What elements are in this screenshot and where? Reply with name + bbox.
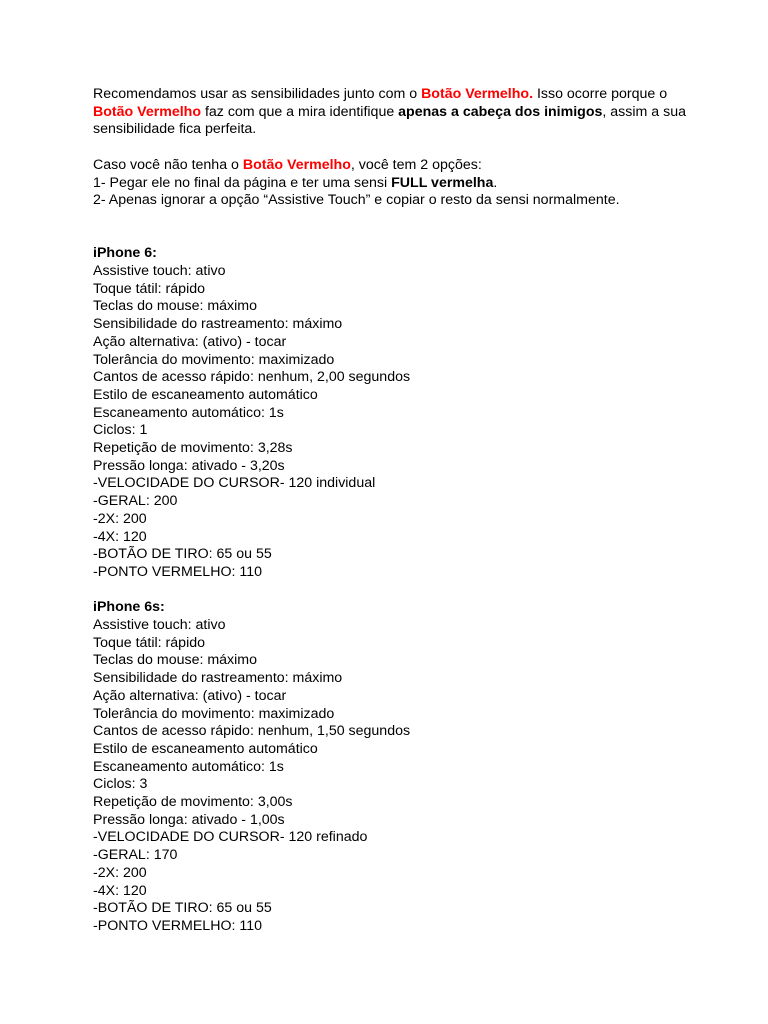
- red-button-highlight: Botão Vermelho: [93, 103, 202, 120]
- setting-line: -GERAL: 170: [93, 847, 178, 864]
- option-1: [93, 175, 693, 193]
- setting-line: Sensibilidade do rastreamento: máximo: [93, 316, 343, 333]
- options-paragraph: [93, 157, 693, 175]
- option-1-bold: FULL vermelha: [391, 174, 494, 191]
- option-2: 2- Apenas ignorar a opção “Assistive Touch” e copiar o resto da sensi normalmente.: [93, 192, 620, 209]
- setting-line: Repetição de movimento: 3,28s: [93, 440, 293, 457]
- intro-text-3: faz com que a mira identifique: [201, 103, 399, 120]
- setting-line: Ação alternativa: (ativo) - tocar: [93, 687, 287, 704]
- setting-line: Toque tátil: rápido: [93, 634, 205, 651]
- spacer: [93, 210, 693, 245]
- setting-line: -BOTÃO DE TIRO: 65 ou 55: [93, 900, 272, 917]
- setting-line: Teclas do mouse: máximo: [93, 652, 258, 669]
- setting-line: Escaneamento automático: 1s: [93, 404, 284, 421]
- setting-line: -2X: 200: [93, 864, 147, 881]
- options-text-2: , você tem 2 opções:: [350, 156, 482, 173]
- intro-text-2: Isso ocorre porque o: [533, 86, 668, 102]
- setting-line: Sensibilidade do rastreamento: máximo: [93, 670, 343, 687]
- section-iphone-6: [93, 245, 693, 581]
- intro-bold-text: apenas a cabeça dos inimigos: [398, 103, 603, 120]
- setting-line: Escaneamento automático: 1s: [93, 758, 284, 775]
- setting-line: -PONTO VERMELHO: 110: [93, 918, 262, 934]
- red-button-highlight: Botão Vermelho: [242, 156, 351, 173]
- setting-line: Repetição de movimento: 3,00s: [93, 794, 293, 811]
- setting-line: -BOTÃO DE TIRO: 65 ou 55: [93, 546, 272, 563]
- section-iphone-6s: [93, 599, 693, 935]
- setting-line: Ação alternativa: (ativo) - tocar: [93, 333, 287, 350]
- setting-line: Tolerância do movimento: maximizado: [93, 351, 335, 368]
- setting-line: -4X: 120: [93, 528, 147, 545]
- intro-paragraph: [93, 86, 693, 139]
- setting-line: Assistive touch: ativo: [93, 263, 226, 279]
- spacer: [93, 139, 693, 157]
- options-text-1: Caso você não tenha o: [93, 156, 243, 173]
- setting-line: Estilo de escaneamento automático: [93, 386, 318, 403]
- red-button-highlight: Botão Vermelho.: [421, 86, 534, 102]
- setting-line: Cantos de acesso rápido: nenhum, 2,00 segundos: [93, 369, 411, 386]
- setting-line: Tolerância do movimento: maximizado: [93, 705, 335, 722]
- document-body: [93, 86, 693, 936]
- setting-line: -VELOCIDADE DO CURSOR- 120 refinado: [93, 829, 368, 846]
- setting-line: Pressão longa: ativado - 1,00s: [93, 811, 285, 828]
- intro-text-4: , assim a sua sensibilidade fica perfeita.: [93, 103, 686, 138]
- setting-line: -GERAL: 200: [93, 493, 178, 510]
- intro-text-1: Recomendamos usar as sensibilidades junto com o: [93, 86, 422, 102]
- setting-line: Cantos de acesso rápido: nenhum, 1,50 segundos: [93, 723, 411, 740]
- section-title: iPhone 6:: [93, 245, 157, 262]
- setting-line: -PONTO VERMELHO: 110: [93, 563, 262, 580]
- option-1-text-1: 1- Pegar ele no final da página e ter uma sensi: [93, 174, 392, 191]
- setting-line: -2X: 200: [93, 510, 147, 527]
- spacer: [93, 582, 693, 600]
- option-1-text-2: .: [493, 174, 498, 191]
- setting-line: Pressão longa: ativado - 3,20s: [93, 457, 285, 474]
- setting-line: -VELOCIDADE DO CURSOR- 120 individual: [93, 475, 376, 492]
- setting-line: Ciclos: 3: [93, 776, 148, 793]
- setting-line: Estilo de escaneamento automático: [93, 740, 318, 757]
- section-title: iPhone 6s:: [93, 599, 165, 616]
- setting-line: Toque tátil: rápido: [93, 280, 205, 297]
- setting-line: Assistive touch: ativo: [93, 617, 226, 634]
- setting-line: -4X: 120: [93, 882, 147, 899]
- setting-line: Teclas do mouse: máximo: [93, 298, 258, 315]
- setting-line: Ciclos: 1: [93, 422, 148, 439]
